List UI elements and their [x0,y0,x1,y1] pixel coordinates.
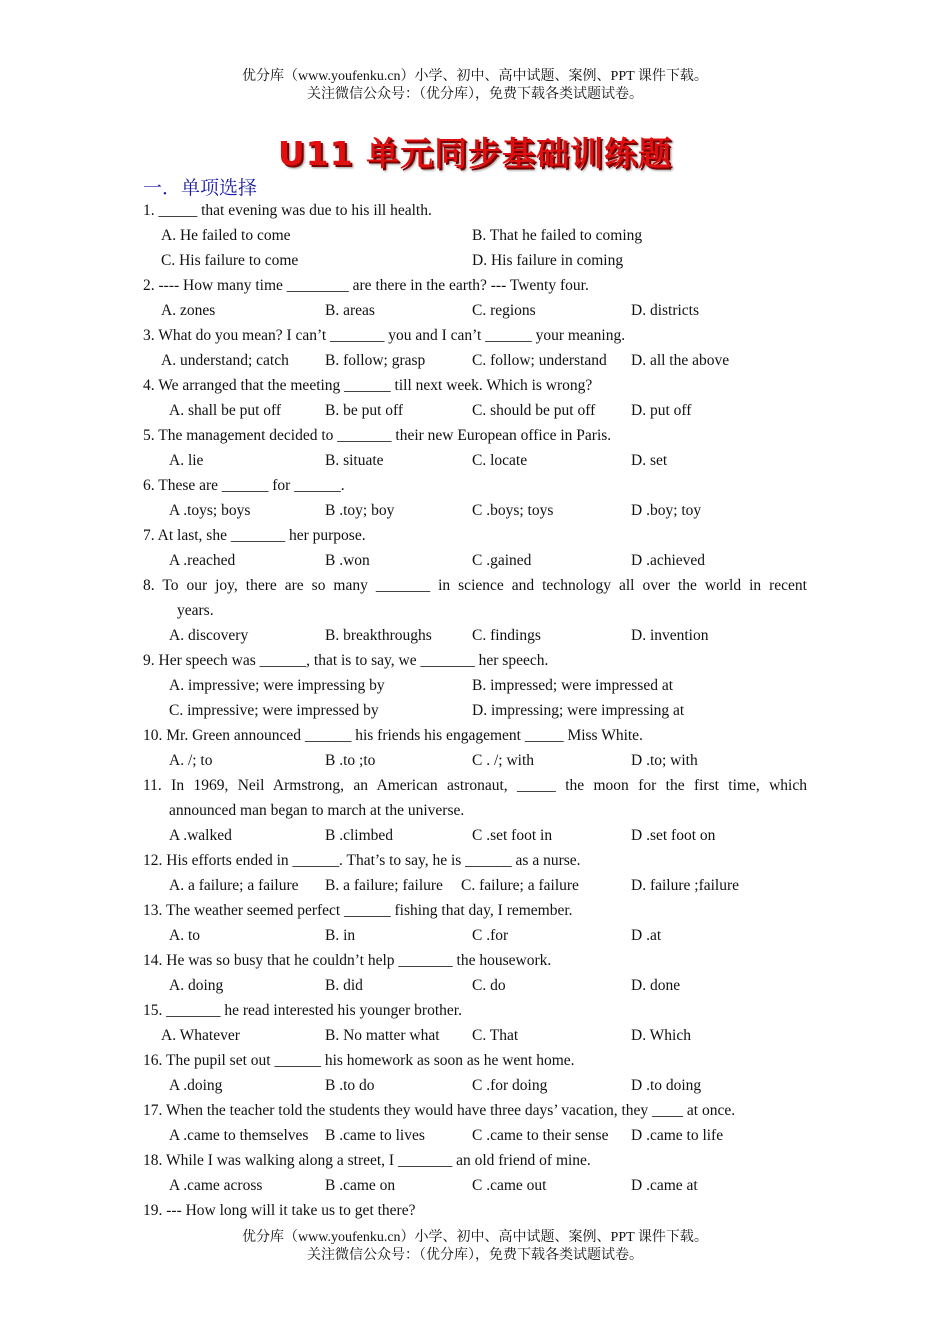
option-b: B .climbed [325,827,394,844]
options-row [143,973,807,998]
question-15: 15. _______ he read interested his younger brother. [143,1002,462,1019]
option-c: C. findings [472,627,541,644]
question-1: 1. _____ that evening was due to his ill health. [143,202,432,219]
option-c: C .for doing [472,1077,548,1094]
option-a: A. understand; catch [161,352,289,369]
option-d: D. invention [631,627,709,644]
option-a: A. doing [169,977,224,994]
options-row [143,823,807,848]
options-row [143,748,807,773]
option-d: D. put off [631,402,692,419]
option-b: B. did [325,977,363,994]
option-b: B. follow; grasp [325,352,426,369]
option-c: C. do [472,977,506,994]
option-a: A .came across [169,1177,263,1194]
question-16: 16. The pupil set out ______ his homework as soon as he went home. [143,1052,575,1069]
option-c: C. should be put off [472,402,596,419]
option-a: A. Whatever [161,1027,240,1044]
options-row [143,698,807,723]
option-b: B. That he failed to coming [472,227,643,244]
option-c: C .came out [472,1177,547,1194]
options-row [143,348,807,373]
option-d: D. His failure in coming [472,252,624,269]
options-row [143,398,807,423]
options-row [143,223,807,248]
options-row [143,1123,807,1148]
option-d: D. Which [631,1027,691,1044]
option-c: C. failure; a failure [461,877,579,894]
option-c: C .for [472,927,509,944]
options-row [143,548,807,573]
question-13: 13. The weather seemed perfect ______ fishing that day, I remember. [143,902,573,919]
option-a: A. a failure; a failure [169,877,299,894]
question-17: 17. When the teacher told the students they would have three days’ vacation, they ____ at once. [143,1102,736,1119]
question-7: 7. At last, she _______ her purpose. [143,527,366,544]
footer-line-2: 关注微信公众号：（优分库），免费下载各类试题试卷。 [307,1248,643,1263]
header-line-1: 优分库（www.youfenku.cn）小学、初中、高中试题、案例、PPT 课件下载。 [242,69,708,84]
question-4: 4. We arranged that the meeting ______ till next week. Which is wrong? [143,377,593,394]
footer-line-1: 优分库（www.youfenku.cn）小学、初中、高中试题、案例、PPT 课件下载。 [242,1230,708,1245]
option-a: A. /; to [169,752,213,769]
options-row [143,923,807,948]
option-b: B .won [325,552,370,569]
question-6: 6. These are ______ for ______. [143,477,345,494]
header-line-2: 关注微信公众号：（优分库），免费下载各类试题试卷。 [307,87,643,102]
option-b: B. breakthroughs [325,627,432,644]
option-c: C .came to their sense [472,1127,609,1144]
option-d: D. districts [631,302,700,319]
option-a: A. to [169,927,200,944]
option-a: A. lie [169,452,204,469]
options-row [143,248,807,273]
option-a: A .reached [169,552,236,569]
option-c: C. impressive; were impressed by [169,702,379,719]
options-row [143,1023,807,1048]
option-b: B. areas [325,302,375,319]
question-12: 12. His efforts ended in ______. That’s to say, he is ______ as a nurse. [143,852,581,869]
option-c: C .set foot in [472,827,553,844]
option-b: B .came on [325,1177,396,1194]
option-d: D .boy; toy [631,502,702,519]
option-a: A. discovery [169,627,249,644]
options-row [143,673,807,698]
question-14: 14. He was so busy that he couldn’t help _______ the housework. [143,952,552,969]
option-d: D .came to life [631,1127,724,1144]
option-a: A .toys; boys [169,502,251,519]
option-c: C .gained [472,552,532,569]
question-5: 5. The management decided to _______ their new European office in Paris. [143,427,612,444]
question-list [143,198,807,1223]
question-3: 3. What do you mean? I can’t _______ you and I can’t ______ your meaning. [143,327,626,344]
question-8: 8. To our joy, there are so many _______ in science and technology all over the world in recent [143,577,807,594]
option-a: A. impressive; were impressing by [169,677,385,694]
option-b: B .to do [325,1077,375,1094]
option-c: C . /; with [472,752,535,769]
options-row [143,873,807,898]
option-c: C .boys; toys [472,502,554,519]
question-19: 19. --- How long will it take us to get there? [143,1202,416,1219]
option-b: B. a failure; failure [325,877,443,894]
option-a: A. zones [161,302,216,319]
option-d: D .to doing [631,1077,702,1094]
option-a: A. shall be put off [169,402,282,419]
option-a: A .walked [169,827,232,844]
option-b: B. No matter what [325,1027,440,1044]
question-8-continued: years. [177,602,214,619]
option-d: D .came at [631,1177,698,1194]
option-b: B. be put off [325,402,404,419]
option-d: D. all the above [631,352,730,369]
option-b: B. in [325,927,356,944]
option-c: C. locate [472,452,528,469]
option-c: C. follow; understand [472,352,607,369]
options-row [143,1073,807,1098]
option-d: D. done [631,977,681,994]
section-title: 一．单项选择 [143,177,258,199]
option-b: B. impressed; were impressed at [472,677,674,694]
option-c: C. His failure to come [161,252,299,269]
option-d: D .to; with [631,752,698,769]
option-d: D. failure ;failure [631,877,740,894]
question-9: 9. Her speech was ______, that is to say, we _______ her speech. [143,652,549,669]
option-b: B .toy; boy [325,502,395,519]
option-a: A .doing [169,1077,223,1094]
option-d: D. impressing; were impressing at [472,702,685,719]
options-row [143,498,807,523]
options-row [143,298,807,323]
option-d: D .set foot on [631,827,716,844]
question-10: 10. Mr. Green announced ______ his friends his engagement _____ Miss White. [143,727,643,744]
option-a: A. He failed to come [161,227,291,244]
question-2: 2. ---- How many time ________ are there in the earth? --- Twenty four. [143,277,589,294]
option-b: B. situate [325,452,384,469]
options-row [143,1173,807,1198]
question-11: 11. In 1969, Neil Armstrong, an American astronaut, _____ the moon for the first time, which [143,777,807,794]
option-c: C. That [472,1027,519,1044]
options-row [143,623,807,648]
option-b: B .to ;to [325,752,376,769]
option-a: A .came to themselves [169,1127,309,1144]
option-d: D .achieved [631,552,706,569]
option-d: D. set [631,452,668,469]
page-title: U11 单元同步基础训练题 [277,134,673,173]
question-11-continued: announced man began to march at the universe. [169,802,465,819]
option-d: D .at [631,927,662,944]
question-18: 18. While I was walking along a street, I _______ an old friend of mine. [143,1152,591,1169]
options-row [143,448,807,473]
option-b: B .came to lives [325,1127,425,1144]
option-c: C. regions [472,302,536,319]
